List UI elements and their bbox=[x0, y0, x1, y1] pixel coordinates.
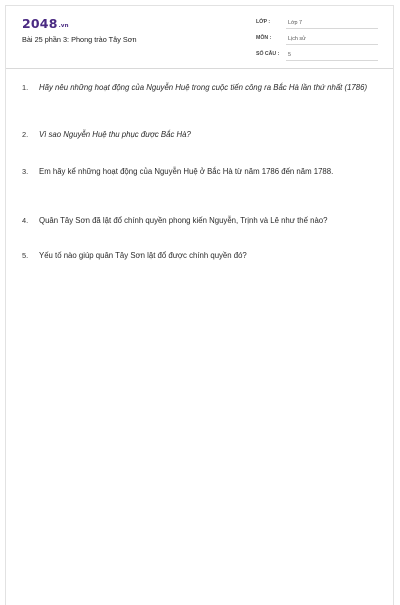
meta-label-class: LỚP : bbox=[256, 19, 271, 25]
meta-row-class bbox=[256, 17, 386, 33]
question-number: 3. bbox=[22, 167, 29, 176]
question-number: 5. bbox=[22, 251, 29, 260]
worksheet-header bbox=[6, 6, 393, 69]
meta-label-question-count: SỐ CÂU : bbox=[256, 51, 280, 57]
question-number: 1. bbox=[22, 83, 29, 92]
question-number: 2. bbox=[22, 130, 29, 139]
site-logo[interactable] bbox=[22, 16, 69, 34]
worksheet-title: Bài 25 phần 3: Phong trào Tây Sơn bbox=[22, 35, 137, 44]
meta-value-question-count: 5 bbox=[286, 50, 378, 61]
logo-text: 2048 bbox=[22, 16, 58, 31]
meta-row-subject bbox=[256, 33, 386, 49]
meta-label-subject: MÔN : bbox=[256, 35, 272, 41]
question-text: Em hãy kể những hoạt động của Nguyễn Huệ ở Bắc Hà từ năm 1786 đến năm 1788. bbox=[39, 167, 334, 176]
meta-value-subject: Lịch sử bbox=[286, 34, 378, 45]
question-text: Quân Tây Sơn đã lật đổ chính quyền phong kiến Nguyễn, Trịnh và Lê như thế nào? bbox=[39, 216, 328, 225]
logo-suffix: .vn bbox=[58, 23, 69, 29]
meta-row-question-count bbox=[256, 49, 386, 65]
question-text: Hãy nêu những hoạt động của Nguyễn Huệ trong cuộc tiến công ra Bắc Hà lần thứ nhất (1786) bbox=[39, 83, 368, 92]
worksheet-page bbox=[5, 5, 394, 605]
question-number: 4. bbox=[22, 216, 29, 225]
worksheet-meta bbox=[256, 17, 386, 65]
question-text: Yếu tố nào giúp quân Tây Sơn lật đổ được chính quyền đó? bbox=[39, 251, 247, 260]
meta-value-class: Lớp 7 bbox=[286, 18, 378, 29]
question-text: Vì sao Nguyễn Huệ thu phục được Bắc Hà? bbox=[39, 130, 191, 139]
